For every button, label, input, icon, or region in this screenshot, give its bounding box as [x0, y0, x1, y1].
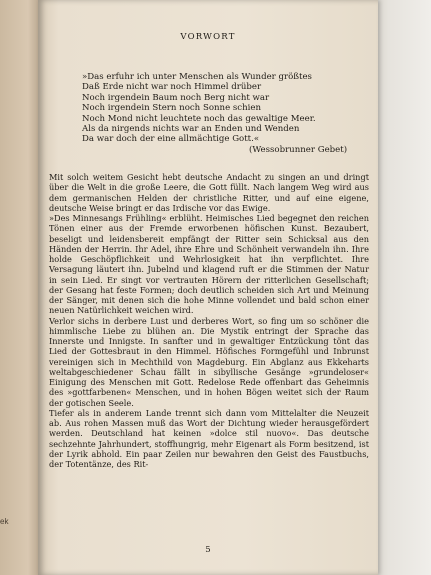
paragraph: Mit solch weitem Gesicht hebt deutsche Andacht zu singen an und dringt über die Welt in die große Leere, die Gott füllt. Nach langem Weg wird aus dem germanischen Helden der christliche Ritter, und auf eine eigene, deutsche Weise bringt er das Irdische vor das Ewige. — [49, 172, 369, 213]
book-page — [38, 0, 378, 575]
page-heading: VORWORT — [180, 32, 236, 42]
paragraph: Verlor sichs in derbere Lust und derberes Wort, so fing um so schöner die himmlische Liebe zu blühen an. Die Mystik entringt der Sprache das Innerste und Innigste. In sanfter und in gewaltiger Entzückung tönt das Lied der Gottesbraut in den Himmel. Höfisches Formgefühl und Inbrunst vereinigen sich in Mechthild von Magdeburg. Ein Abglanz aus Ekkeharts weltabgeschiedener Schau fällt in sibyllische Gesänge »grundeloser« Einigung des Menschen mit Gott. Redelose Rede offenbart das Geheimnis des »gottfarbenen« Menschen, und in hohen Bögen weitet sich der Raum der gotischen Seele. — [49, 315, 369, 408]
paragraph: »Des Minnesangs Frühling« erblüht. Heimisches Lied begegnet den reichen Tönen einer aus der Fremde erworbenen höfischen Kunst. Bezaubert, beseligt und leidensbereit empfängt der Ritter sein Schicksal aus den Händen der Herrin. Ihr Adel, ihre Ehre und Schönheit verwandeln ihn. Ihre holde Geschöpflichkeit und Wehrlosigkeit hat ihn verpflichtet. Ihre Versagung läutert ihn. Jubelnd und klagend ruft er die Stimmen der Natur in sein Lied. Er singt vor vertrauten Hörern der ritterlichen Gesellschaft; der Gesang hat feste Formen; doch deutlich scheiden sich Art und Meinung der Sänger, mit denen sich die hohe Minne vollendet und bald schon einer neuen Natürlichkeit weichen wird. — [49, 213, 369, 316]
poem-source: (Wessobrunner Gebet) — [249, 145, 348, 155]
poem-line: Noch irgendein Baum noch Berg nicht war — [82, 92, 270, 103]
poem-line: Noch Mond nicht leuchtete noch das gewaltige Meer. — [82, 113, 316, 124]
paragraph: Tiefer als in anderem Lande trennt sich dann vom Mittelalter die Neuzeit ab. Aus rohen Massen muß das Wort der Dichtung wieder herausgefördert werden. Deutschland hat keinen »dolce stil nuovo«. Das deutsche sechzehnte Jahrhundert, stoffhungrig, mehr Eigenart als Form besitzend, ist der Lyrik abhold. Ein paar Zeilen nur bewahren den Geist des Faustbuchs, der Totentänze, des Rit- — [49, 407, 369, 469]
poem-line: Als da nirgends nichts war an Enden und Wenden — [82, 124, 300, 135]
poem-line: »Das erfuhr ich unter Menschen als Wunder größtes — [82, 72, 312, 82]
poem — [82, 72, 372, 145]
previous-page-edge — [0, 0, 40, 575]
page-number: 5 — [205, 545, 211, 555]
prose-body — [49, 172, 369, 469]
poem-line: Noch irgendein Stern noch Sonne schien — [82, 103, 262, 114]
previous-page-fragment: ek — [0, 517, 9, 526]
poem-line: Daß Erde nicht war noch Himmel drüber — [82, 82, 262, 93]
poem-line: Da war doch der eine allmächtige Gott.« — [82, 134, 260, 145]
